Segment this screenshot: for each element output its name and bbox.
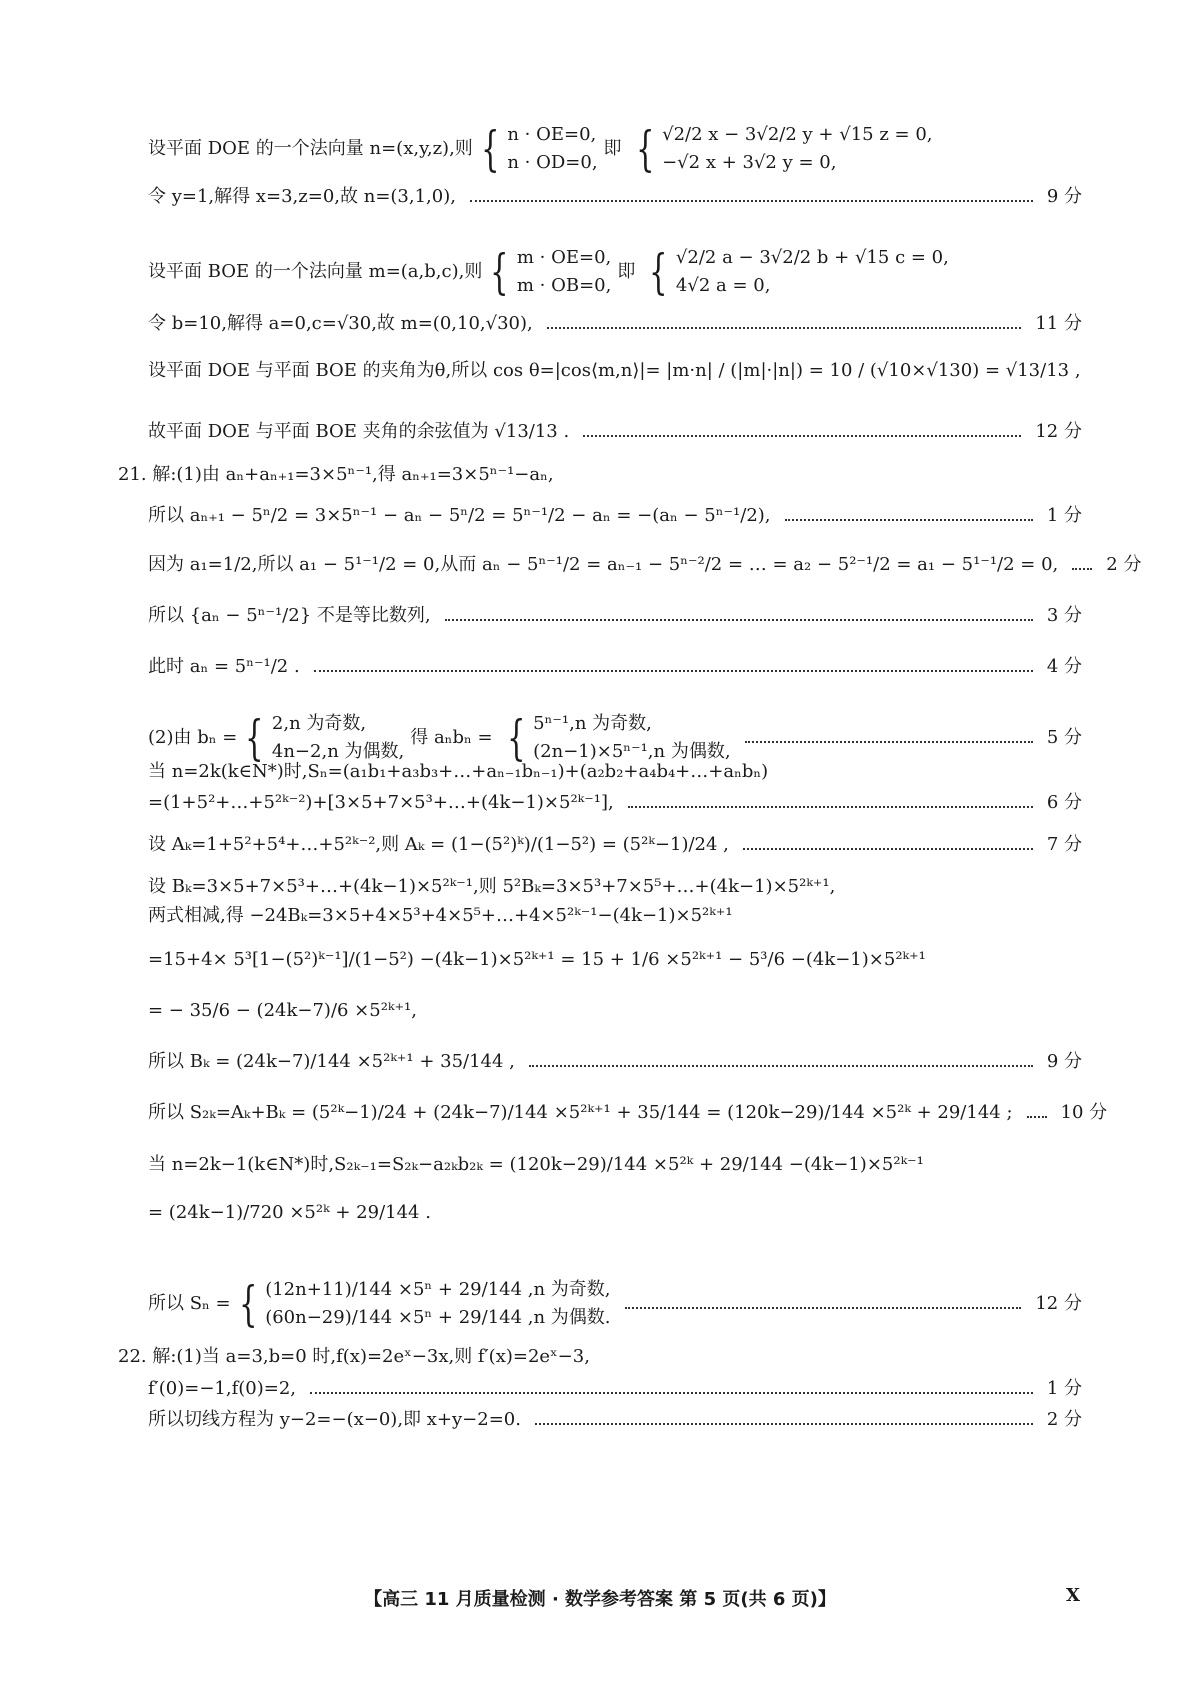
page-footer: 【高三 11 月质量检测 · 数学参考答案 第 5 页(共 6 页)】 <box>364 1589 836 1610</box>
score-points: 7 分 <box>1046 834 1082 855</box>
system-equation: 5ⁿ⁻¹,n 为奇数, <box>533 713 652 734</box>
system-equation: 4√2 a = 0, <box>675 275 771 296</box>
connector-text: 即 <box>603 138 622 159</box>
solution-line <box>148 244 1082 300</box>
solution-line <box>148 607 1082 625</box>
score-points: 12 分 <box>1035 421 1082 442</box>
line-text: = (24k−1)/720 ×5²ᵏ + 29/144 . <box>148 1202 431 1223</box>
line-text: f′(0)=−1,f(0)=2, <box>148 1378 296 1399</box>
dotted-leader <box>445 619 1033 621</box>
solution-line <box>148 1053 1082 1071</box>
dotted-leader <box>743 848 1033 850</box>
solution-line <box>148 362 1082 380</box>
left-brace: { <box>238 1276 258 1332</box>
line-text: 设平面 DOE 与平面 BOE 的夹角为θ,所以 cos θ=|cos⟨m,n⟩|= |m·n| / (|m|·|n|) = 10 / (√10×√130) = √13/13 , <box>148 360 1081 381</box>
dotted-leader <box>583 435 1021 437</box>
solution-line <box>148 836 1082 854</box>
system-equation: m · OB=0, <box>516 275 612 296</box>
line-text: 所以 aₙ₊₁ − 5ⁿ/2 = 3×5ⁿ⁻¹ − aₙ − 5ⁿ/2 = 5ⁿ⁻¹/2 − aₙ = −(aₙ − 5ⁿ⁻¹/2), <box>148 505 771 526</box>
solution-line <box>148 121 1082 177</box>
line-text: 所以 Sₙ = <box>148 1293 231 1314</box>
score-points: 2 分 <box>1106 554 1142 575</box>
left-brace: { <box>245 710 264 766</box>
solution-line <box>148 710 1082 766</box>
line-text: (2)由 bₙ = <box>148 727 238 748</box>
solution-line <box>118 1348 1082 1366</box>
solution-line <box>148 1156 1082 1174</box>
score-points: 12 分 <box>1035 1293 1082 1314</box>
score-points: 6 分 <box>1046 792 1082 813</box>
dotted-leader <box>625 1307 1022 1309</box>
left-brace: { <box>506 710 526 766</box>
system-equation: √2/2 a − 3√2/2 b + √15 c = 0, <box>675 247 949 268</box>
dotted-leader <box>314 670 1033 672</box>
dotted-leader <box>1072 568 1092 570</box>
line-text: 设 Aₖ=1+5²+5⁴+…+5²ᵏ⁻²,则 Aₖ = (1−(5²)ᵏ)/(1−5²) = (5²ᵏ−1)/24 , <box>148 834 729 855</box>
dotted-leader <box>628 806 1033 808</box>
equation-system <box>272 715 404 761</box>
dotted-leader <box>529 1065 1033 1067</box>
solution-line <box>148 1380 1082 1398</box>
solution-line <box>148 658 1082 676</box>
system-equation: m · OE=0, <box>516 247 612 268</box>
solution-line <box>148 1204 1082 1222</box>
equation-system <box>507 126 597 172</box>
line-text: 22. 解:(1)当 a=3,b=0 时,f(x)=2eˣ−3x,则 f′(x)=2eˣ−3, <box>118 1346 590 1367</box>
dotted-leader <box>535 1423 1033 1425</box>
solution-line <box>148 1276 1082 1332</box>
line-text: = − 35/6 − (24k−7)/6 ×5²ᵏ⁺¹, <box>148 1000 417 1021</box>
score-points: 3 分 <box>1046 605 1082 626</box>
dotted-leader <box>310 1392 1033 1394</box>
solution-line <box>148 1411 1082 1429</box>
left-brace: { <box>490 244 509 300</box>
score-points: 9 分 <box>1046 186 1082 207</box>
score-points: 4 分 <box>1046 656 1082 677</box>
connector-text: 即 <box>617 261 636 282</box>
score-points: 1 分 <box>1046 505 1082 526</box>
system-equation: −√2 x + 3√2 y = 0, <box>662 152 837 173</box>
solution-line <box>148 315 1082 333</box>
equation-system <box>676 249 949 295</box>
line-text: 令 b=10,解得 a=0,c=√30,故 m=(0,10,√30), <box>148 313 533 334</box>
line-text: 故平面 DOE 与平面 BOE 夹角的余弦值为 √13/13 . <box>148 421 570 442</box>
score-points: 1 分 <box>1046 1378 1082 1399</box>
system-equation: n · OD=0, <box>507 152 598 173</box>
solution-line <box>148 1002 1082 1020</box>
dotted-leader <box>547 327 1022 329</box>
line-text: 所以 Bₖ = (24k−7)/144 ×5²ᵏ⁺¹ + 35/144 , <box>148 1051 515 1072</box>
line-text: 当 n=2k(k∈N*)时,Sₙ=(a₁b₁+a₃b₃+…+aₙ₋₁bₙ₋₁)+(a₂b₂+a₄b₄+…+aₙbₙ) <box>148 761 769 782</box>
solution-line <box>118 466 1082 484</box>
equation-system <box>533 715 730 761</box>
line-text: =(1+5²+…+5²ᵏ⁻²)+[3×5+7×5³+…+(4k−1)×5²ᵏ⁻¹], <box>148 792 614 813</box>
dotted-leader <box>1027 1116 1047 1118</box>
system-equation: (2n−1)×5ⁿ⁻¹,n 为偶数, <box>533 741 731 762</box>
line-text: 当 n=2k−1(k∈N*)时,S₂ₖ₋₁=S₂ₖ−a₂ₖb₂ₖ = (120k−29)/144 ×5²ᵏ + 29/144 −(4k−1)×5²ᵏ⁻¹ <box>148 1154 924 1175</box>
score-points: 2 分 <box>1046 1409 1082 1430</box>
system-equation: 4n−2,n 为偶数, <box>271 741 405 762</box>
line-text: 设平面 BOE 的一个法向量 m=(a,b,c),则 <box>148 261 483 282</box>
equation-system <box>265 1281 610 1327</box>
system-equation: √2/2 x − 3√2/2 y + √15 z = 0, <box>662 124 933 145</box>
solution-line <box>148 188 1082 206</box>
score-points: 5 分 <box>1046 727 1082 748</box>
score-points: 11 分 <box>1035 313 1082 334</box>
system-equation: (12n+11)/144 ×5ⁿ + 29/144 ,n 为奇数, <box>265 1279 611 1300</box>
solution-line <box>148 423 1082 441</box>
line-text: 两式相减,得 −24Bₖ=3×5+4×5³+4×5⁵+…+4×5²ᵏ⁻¹−(4k−1)×5²ᵏ⁺¹ <box>148 905 733 926</box>
dotted-leader <box>470 200 1033 202</box>
equation-system <box>517 249 611 295</box>
dotted-leader <box>745 741 1033 743</box>
connector-text: 得 aₙbₙ = <box>410 727 493 748</box>
solution-line <box>148 507 1082 525</box>
line-text: 所以切线方程为 y−2=−(x−0),即 x+y−2=0. <box>148 1409 521 1430</box>
score-points: 10 分 <box>1060 1102 1108 1123</box>
footer-mark: X <box>1066 1585 1080 1606</box>
line-text: 所以 S₂ₖ=Aₖ+Bₖ = (5²ᵏ−1)/24 + (24k−7)/144 ×5²ᵏ⁺¹ + 35/144 = (120k−29)/144 ×5²ᵏ + 29/144 ; <box>148 1102 1013 1123</box>
left-brace: { <box>649 244 668 300</box>
system-equation: (60n−29)/144 ×5ⁿ + 29/144 ,n 为偶数. <box>265 1307 611 1328</box>
line-text: 21. 解:(1)由 aₙ+aₙ₊₁=3×5ⁿ⁻¹,得 aₙ₊₁=3×5ⁿ⁻¹−aₙ, <box>118 464 554 485</box>
line-text: 因为 a₁=1/2,所以 a₁ − 5¹⁻¹/2 = 0,从而 aₙ − 5ⁿ⁻¹/2 = aₙ₋₁ − 5ⁿ⁻²/2 = … = a₂ − 5²⁻¹/2 = a₁ − 5¹⁻¹/2 = 0, <box>148 554 1059 575</box>
line-text: 设平面 DOE 的一个法向量 n=(x,y,z),则 <box>148 138 473 159</box>
system-equation: n · OE=0, <box>507 124 597 145</box>
score-points: 9 分 <box>1046 1051 1082 1072</box>
line-text: 令 y=1,解得 x=3,z=0,故 n=(3,1,0), <box>148 186 456 207</box>
solution-line <box>148 763 1082 781</box>
line-text: =15+4× 5³[1−(5²)ᵏ⁻¹]/(1−5²) −(4k−1)×5²ᵏ⁺¹ = 15 + 1/6 ×5²ᵏ⁺¹ − 5³/6 −(4k−1)×5²ᵏ⁺¹ <box>148 949 926 970</box>
solution-line <box>148 878 1082 896</box>
solution-line <box>148 554 1142 575</box>
solution-line <box>148 951 1082 969</box>
left-brace: { <box>635 121 654 177</box>
solution-line <box>148 907 1082 925</box>
solution-line <box>148 794 1082 812</box>
line-text: 所以 {aₙ − 5ⁿ⁻¹/2} 不是等比数列, <box>148 605 431 626</box>
line-text: 设 Bₖ=3×5+7×5³+…+(4k−1)×5²ᵏ⁻¹,则 5²Bₖ=3×5³+7×5⁵+…+(4k−1)×5²ᵏ⁺¹, <box>148 876 836 897</box>
equation-system <box>662 126 932 172</box>
system-equation: 2,n 为奇数, <box>271 713 367 734</box>
solution-line <box>148 1102 1108 1123</box>
left-brace: { <box>480 121 500 177</box>
line-text: 此时 aₙ = 5ⁿ⁻¹/2 . <box>148 656 300 677</box>
dotted-leader <box>785 519 1033 521</box>
